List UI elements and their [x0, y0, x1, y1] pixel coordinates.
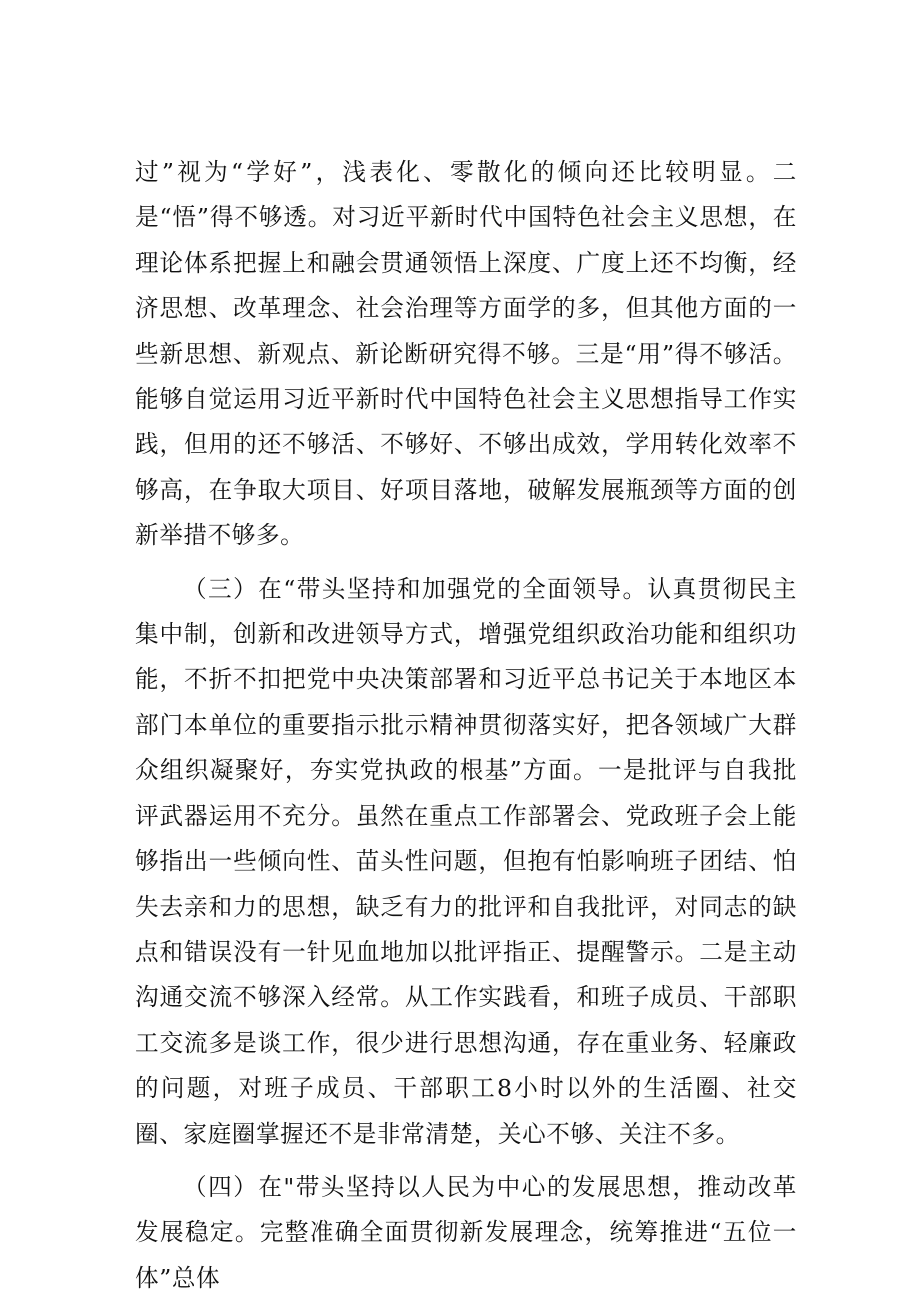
paragraph-section-four: （四）在"带头坚持以人民为中心的发展思想，推动改革发展稳定。完整准确全面贯彻新发展理念，统筹推进“五位一体”总体: [135, 1172, 797, 1292]
document-body: [135, 150, 797, 1309]
paragraph-section-three: （三）在“带头坚持和加强党的全面领导。认真贯彻民主集中制，创新和改进领导方式，增强党组织政治功能和组织功能，不折不扣把党中央决策部署和习近平总书记关于本地区本部门本单位的重要指示批示精神贯彻落实好，把各领域广大群众组织凝聚好，夯实党执政的根基”方面。一是批评与自我批评武器运用不充分。虽然在重点工作部署会、党政班子会上能够指出一些倾向性、苗头性问题，但抱有怕影响班子团结、怕失去亲和力的思想，缺乏有力的批评和自我批评，对同志的缺点和错误没有一针见血地加以批评指正、提醒警示。二是主动沟通交流不够深入经常。从工作实践看，和班子成员、干部职工交流多是谈工作，很少进行思想沟通，存在重业务、轻廉政的问题，对班子成员、干部职工8小时以外的生活圈、社交圈、家庭圈掌握还不是非常清楚，关心不够、关注不多。: [135, 574, 797, 1148]
paragraph-continuation: 过”视为“学好”，浅表化、零散化的倾向还比较明显。二是“悟”得不够透。对习近平新时代中国特色社会主义思想，在理论体系把握上和融会贯通领悟上深度、广度上还不均衡，经济思想、改革理念、社会治理等方面学的多，但其他方面的一些新思想、新观点、新论断研究得不够。三是“用”得不够活。能够自觉运用习近平新时代中国特色社会主义思想指导工作实践，但用的还不够活、不够好、不够出成效，学用转化效率不够高，在争取大项目、好项目落地，破解发展瓶颈等方面的创新举措不够多。: [135, 158, 797, 550]
